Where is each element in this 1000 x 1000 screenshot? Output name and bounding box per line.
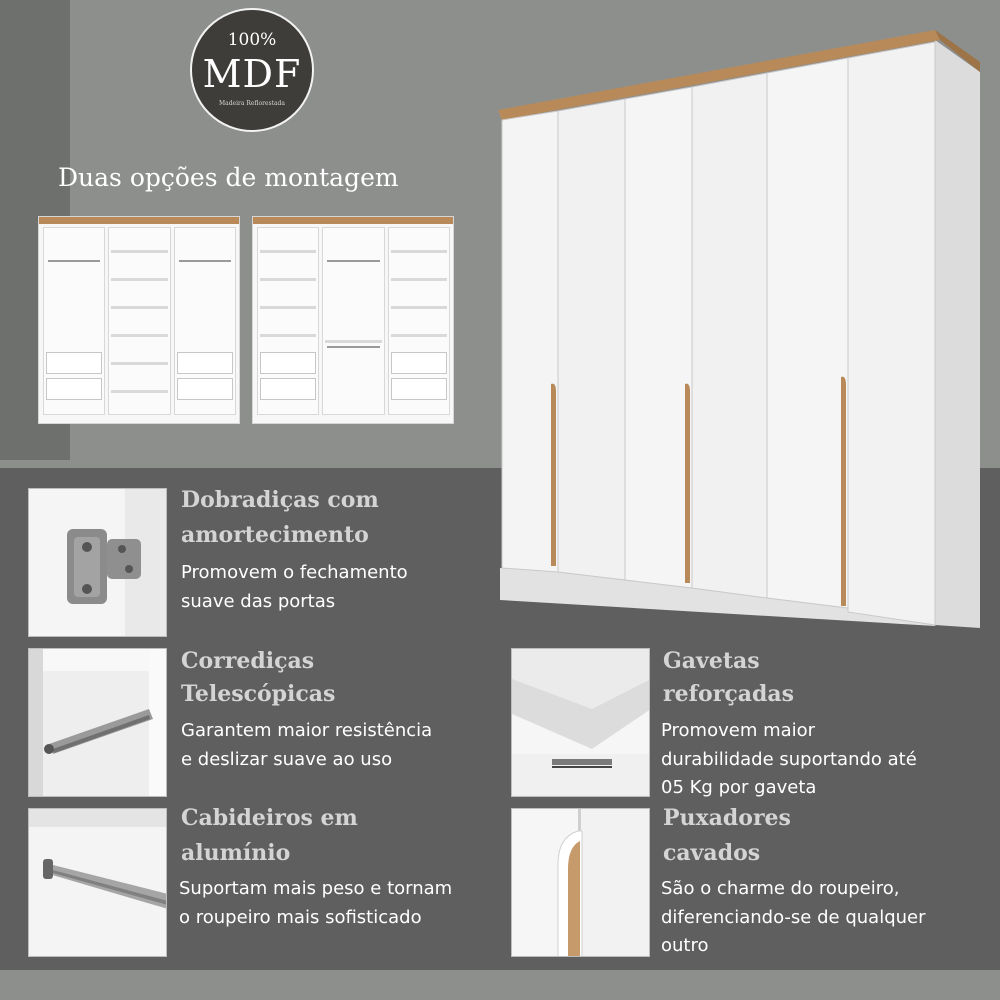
- feature-title-rods-line1: Cabideiros em: [181, 805, 358, 831]
- interior-column: [174, 227, 236, 415]
- badge-percent: 100%: [227, 30, 277, 50]
- shelf: [391, 250, 447, 253]
- drawer: [260, 352, 316, 374]
- shelf: [111, 278, 168, 281]
- hanger-rod-image: [28, 808, 167, 957]
- shelf: [111, 390, 168, 393]
- hinge-icon: [29, 489, 167, 637]
- feature-desc-slides-line2: e deslizar suave ao uso: [181, 749, 393, 770]
- shelf: [260, 334, 316, 337]
- feature-desc-hinges-line2: suave das portas: [181, 591, 336, 612]
- feature-desc-drawers-line3: 05 Kg por gaveta: [661, 777, 817, 798]
- hinge-image: [28, 488, 167, 637]
- interior-column: [43, 227, 105, 415]
- shelf: [111, 334, 168, 337]
- handle-icon: [512, 809, 650, 957]
- mdf-badge: [190, 8, 314, 132]
- shelf: [260, 306, 316, 309]
- feature-title-handles-line1: Puxadores: [663, 805, 791, 831]
- wardrobe-base: [500, 568, 935, 626]
- shelf: [111, 362, 168, 365]
- shelf: [111, 306, 168, 309]
- drawer: [177, 352, 233, 374]
- shelf: [260, 278, 316, 281]
- slide-rail-image: [28, 648, 167, 797]
- drawer: [46, 378, 102, 400]
- feature-desc-slides-line1: Garantem maior resistência: [181, 720, 433, 741]
- drawer: [260, 378, 316, 400]
- feature-title-hinges-line2: amortecimento: [181, 522, 369, 548]
- handle-image: [511, 808, 650, 957]
- drawer: [46, 352, 102, 374]
- feature-title-drawers-line2: reforçadas: [663, 681, 794, 707]
- feature-desc-hinges-line1: Promovem o fechamento: [181, 562, 408, 583]
- shelf: [391, 306, 447, 309]
- drawer-icon: [512, 649, 650, 797]
- feature-desc-handles-line1: São o charme do roupeiro,: [661, 878, 900, 899]
- hanger-rod: [327, 346, 380, 348]
- feature-title-slides-line1: Corrediças: [181, 648, 315, 674]
- drawer: [177, 378, 233, 400]
- feature-desc-drawers-line1: Promovem maior: [661, 720, 816, 741]
- interior-column: [257, 227, 319, 415]
- wood-top: [253, 217, 453, 224]
- feature-desc-drawers-line2: durabilidade suportando até: [661, 749, 917, 770]
- feature-desc-rods-line2: o roupeiro mais sofisticado: [179, 907, 422, 928]
- feature-desc-handles-line3: outro: [661, 935, 709, 956]
- shelf: [391, 278, 447, 281]
- feature-title-drawers-line1: Gavetas: [663, 648, 760, 674]
- shelf: [391, 334, 447, 337]
- interior-column: [388, 227, 450, 415]
- slide-rail-icon: [29, 649, 167, 797]
- hanger-rod: [48, 260, 100, 262]
- hanger-rod: [327, 260, 380, 262]
- drawer: [391, 352, 447, 374]
- shelf: [260, 250, 316, 253]
- interior-column: [322, 227, 385, 415]
- bottom-strip: [0, 970, 1000, 1000]
- feature-desc-handles-line2: diferenciando-se de qualquer: [661, 907, 926, 928]
- interior-option-2: [252, 216, 454, 424]
- wood-top: [39, 217, 239, 224]
- feature-title-hinges-line1: Dobradiças com: [181, 487, 379, 513]
- shelf: [325, 340, 382, 343]
- assembly-title: Duas opções de montagem: [58, 163, 399, 192]
- hanger-rod: [179, 260, 231, 262]
- badge-material: MDF: [202, 52, 302, 96]
- drawer-image: [511, 648, 650, 797]
- interior-option-1: [38, 216, 240, 424]
- drawer: [391, 378, 447, 400]
- interior-column: [108, 227, 171, 415]
- feature-desc-rods-line1: Suportam mais peso e tornam: [179, 878, 453, 899]
- shelf: [111, 250, 168, 253]
- feature-title-slides-line2: Telescópicas: [181, 681, 336, 707]
- hanger-rod-icon: [29, 809, 167, 957]
- feature-title-rods-line2: alumínio: [181, 840, 291, 866]
- badge-subtitle: Madeira Reflorestada: [219, 100, 285, 107]
- feature-title-handles-line2: cavados: [663, 840, 761, 866]
